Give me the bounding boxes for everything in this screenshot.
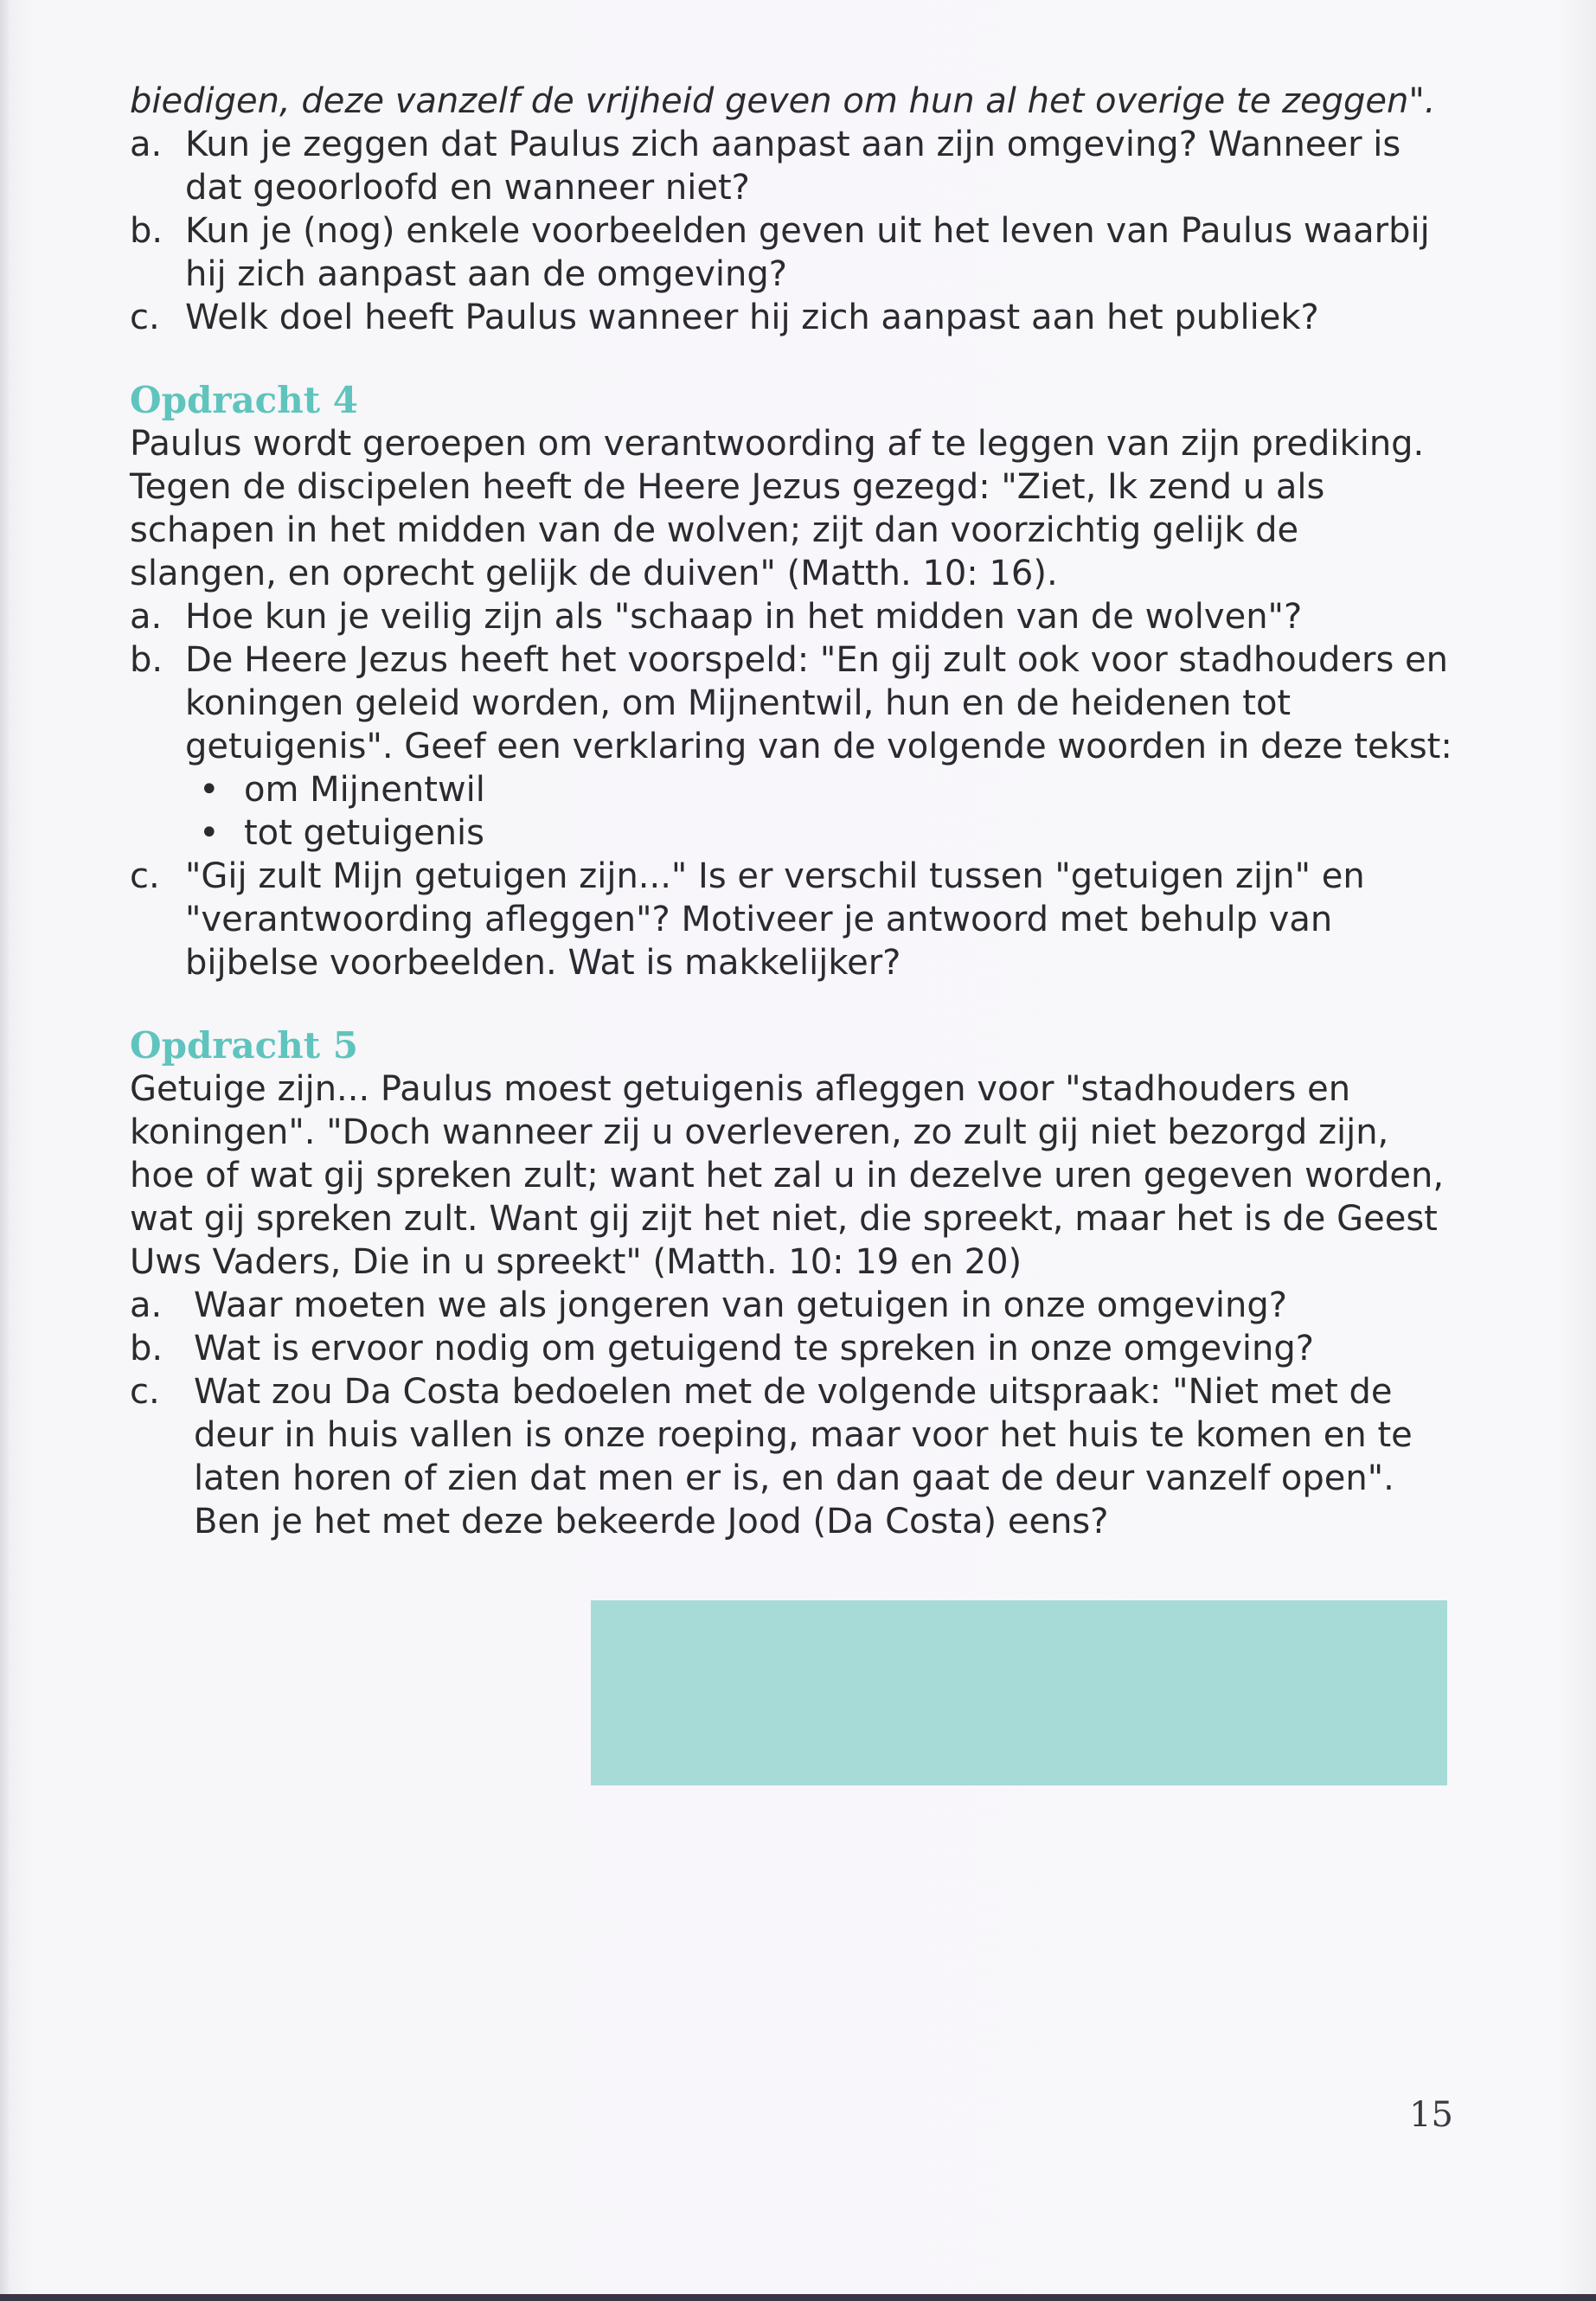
- question-label: c.: [130, 298, 160, 337]
- bullet-item: [185, 768, 1453, 811]
- question-label: b.: [130, 640, 163, 680]
- question-label: b.: [130, 1329, 163, 1368]
- question-label: a.: [130, 125, 163, 164]
- question-text: Kun je (nog) enkele voorbeelden geven uit het leven van Paulus waarbij hij zich aanpast aan de omgeving?: [185, 211, 1430, 294]
- bullet-icon: •: [199, 770, 220, 810]
- question-label: b.: [130, 211, 163, 251]
- question-item: [130, 1284, 1453, 1327]
- opdracht-5-intro: Getuige zijn... Paulus moest getuigenis afleggen voor "stadhouders en koningen". "Doch wanneer zij u overleveren, zo zult gij niet bezorgd zijn, hoe of wat gij spreken zult; want het zal u in dezelve uren gegeven worden, wat gij spreken zult. Want gij zijt het niet, die spreekt, maar het is de Geest Uws Vaders, Die in u spreekt" (Matth. 10: 19 en 20): [130, 1069, 1445, 1282]
- opdracht-4-intro: Paulus wordt geroepen om verantwoording af te leggen van zijn prediking. Tegen de discipelen heeft de Heere Jezus gezegd: "Ziet, Ik zend u als schapen in het midden van de wolven; zijt dan voorzichtig gelijk de slangen, en oprecht gelijk de duiven" (Matth. 10: 16).: [130, 424, 1425, 593]
- question-label: a.: [130, 597, 163, 637]
- question-text: Wat zou Da Costa bedoelen met de volgende uitspraak: "Niet met de deur in huis vallen is onze roeping, maar voor het huis te komen en te laten horen of zien dat men er is, en dan gaat de deur vanzelf open". Ben je het met deze bekeerde Jood (Da Costa) eens?: [194, 1372, 1413, 1541]
- opdracht-4-heading: Opdracht 4: [130, 379, 359, 421]
- question-item: [130, 296, 1453, 339]
- question-text: "Gij zult Mijn getuigen zijn..." Is er verschil tussen "getuigen zijn" en "verantwoording afleggen"? Motiveer je antwoord met behulp van bijbelse voorbeelden. Wat is makkelijker?: [185, 856, 1365, 983]
- question-item: [130, 638, 1453, 855]
- question-text: Wat is ervoor nodig om getuigend te spreken in onze omgeving?: [194, 1329, 1314, 1368]
- question-text: Hoe kun je veilig zijn als "schaap in het midden van de wolven"?: [185, 597, 1303, 637]
- bullet-item: [185, 811, 1453, 855]
- question-item: [130, 209, 1453, 296]
- intro-line: biedigen, deze vanzelf de vrijheid geven om hun al het overige te zeggen".: [130, 81, 1436, 121]
- opdracht-5-heading: Opdracht 5: [130, 1024, 359, 1067]
- question-text: Kun je zeggen dat Paulus zich aanpast aan zijn omgeving? Wanneer is dat geoorloofd en wanneer niet?: [185, 125, 1401, 208]
- question-label: a.: [130, 1285, 163, 1325]
- question-item: [130, 1370, 1453, 1543]
- bullet-text: om Mijnentwil: [244, 770, 485, 810]
- question-item: [130, 595, 1453, 638]
- question-text: Welk doel heeft Paulus wanneer hij zich aanpast aan het publiek?: [185, 298, 1319, 337]
- page-number: 15: [1409, 2095, 1453, 2135]
- page-content: [130, 80, 1453, 1543]
- bullet-icon: •: [199, 813, 220, 853]
- decorative-teal-box: [591, 1600, 1447, 1785]
- question-item: [130, 123, 1453, 209]
- question-text: Waar moeten we als jongeren van getuigen in onze omgeving?: [194, 1285, 1287, 1325]
- question-item: [130, 855, 1453, 984]
- question-label: c.: [130, 1372, 160, 1412]
- page-bottom-edge: [0, 2294, 1596, 2301]
- question-item: [130, 1327, 1453, 1370]
- question-text: De Heere Jezus heeft het voorspeld: "En gij zult ook voor stadhouders en koningen geleid worden, om Mijnentwil, hun en de heidenen tot getuigenis". Geef een verklaring van de volgende woorden in deze tekst:: [185, 640, 1452, 766]
- page-edge-shadow: [0, 0, 10, 2301]
- bullet-text: tot getuigenis: [244, 813, 485, 853]
- bullet-list: [185, 768, 1453, 855]
- question-label: c.: [130, 856, 160, 896]
